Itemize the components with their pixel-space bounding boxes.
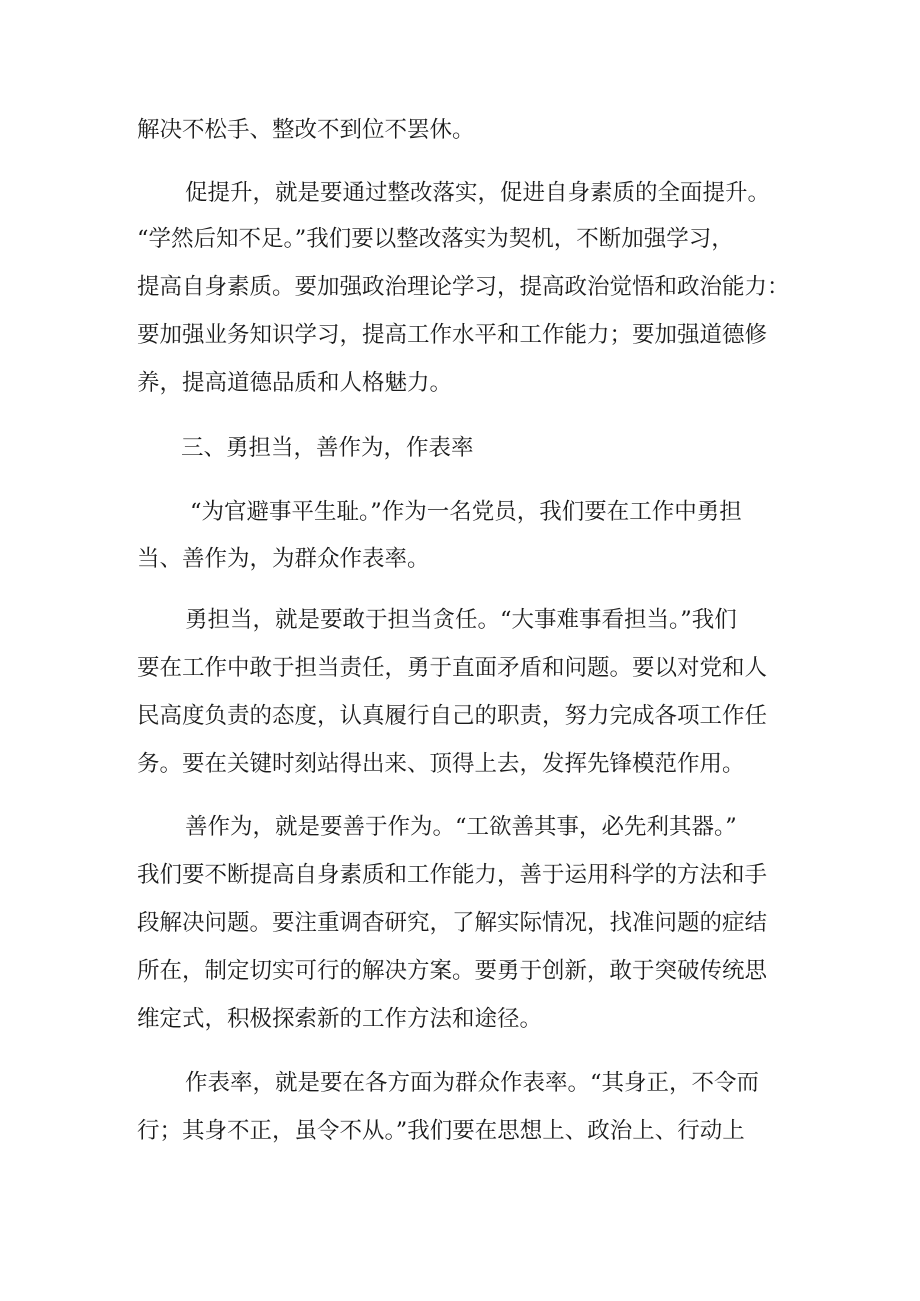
text-line-3: “学然后知不足。”我们要以整改落实为契机，不断加强学习， <box>137 226 734 252</box>
text-line-4: 提高自身素质。要加强政治理论学习，提高政治觉悟和政治能力： <box>137 274 790 300</box>
text-line-12: 民高度负责的态度，认真履行自己的职责，努力完成各项工作任 <box>137 703 768 729</box>
text-line-15: 我们要不断提高自身素质和工作能力，善于运用科学的方法和手 <box>137 862 768 888</box>
text-line-11: 要在工作中敢于担当责任，勇于直面矛盾和问题。要以对党和人 <box>137 655 768 681</box>
text-line-13: 务。要在关键时刻站得出来、顶得上去，发挥先锋模范作用。 <box>137 751 745 777</box>
text-line-1: 解决不松手、整改不到位不罢休。 <box>137 117 475 143</box>
text-line-8: “为官避事平生耻。”作为一名党员，我们要在工作中勇担 <box>190 499 742 525</box>
text-line-17: 所在，制定切实可行的解决方案。要勇于创新，敢于突破传统思 <box>137 958 768 984</box>
text-line-9: 当、善作为，为群众作表率。 <box>137 546 430 572</box>
section-heading: 三、勇担当，善作为，作表率 <box>181 435 474 461</box>
text-line-20: 行；其身不正，虽令不从。”我们要在思想上、政治上、行动上 <box>137 1118 745 1144</box>
text-line-6: 养，提高道德品质和人格魅力。 <box>137 370 453 396</box>
text-line-14: 善作为，就是要善于作为。“工欲善其事，必先利其器。” <box>185 814 737 840</box>
text-line-19: 作表率，就是要在各方面为群众作表率。“其身正，不令而 <box>185 1070 760 1096</box>
text-line-18: 维定式，积极探索新的工作方法和途径。 <box>137 1006 543 1032</box>
text-line-10: 勇担当，就是要敢于担当贪任。“大事难事看担当。”我们 <box>185 607 737 633</box>
text-line-2: 促提升，就是要通过整改落实，促进自身素质的全面提升。 <box>185 180 771 206</box>
text-line-5: 要加强业务知识学习，提高工作水平和工作能力；要加强道德修 <box>137 322 768 348</box>
text-line-16: 段解决问题。要注重调杳研究，了解实际情况，找准问题的症结 <box>137 910 768 936</box>
